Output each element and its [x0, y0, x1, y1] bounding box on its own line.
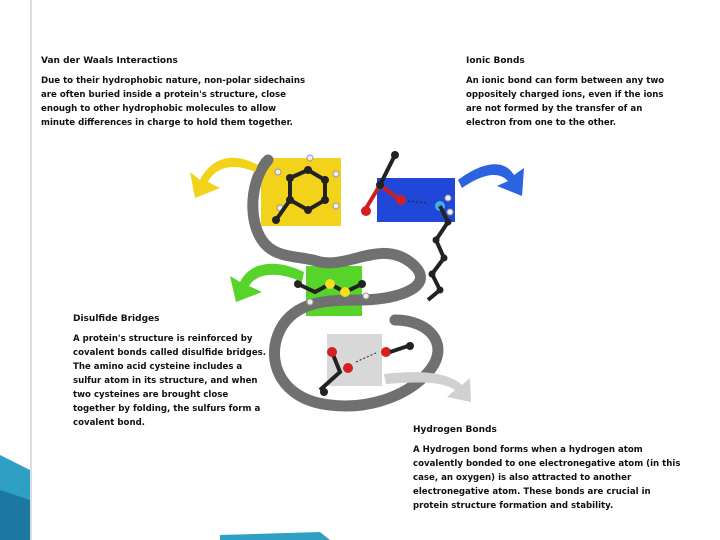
hbond-text-block — [413, 423, 688, 513]
ionic-molecule — [361, 151, 453, 300]
ionic-arrow — [458, 164, 524, 196]
disulfide-heading: Disulfide Bridges — [73, 314, 160, 324]
vdw-box — [261, 158, 341, 226]
ionic-text-block — [466, 54, 681, 130]
vdw-body: Due to their hydrophobic nature, non-polar sidechains are often buried inside a protein's structure, close enough to other hydrophobic molecules to allow minute differences in charge to hold them together. — [41, 76, 306, 128]
vdw-arrow — [190, 158, 258, 198]
disulfide-text-block — [73, 312, 273, 430]
hbond-body: A Hydrogen bond forms when a hydrogen atom covalently bonded to one electronegative atom (in this case, an oxygen) is also attracted to another electronegative atom. These bonds are crucial in protein structure formation and stability. — [413, 445, 681, 511]
disulfide-body: A protein's structure is reinforced by covalent bonds called disulfide bridges. The amino acid cysteine includes a sulfur atom in its structure, and when two cysteines are brought close together by folding, the sulfurs form a covalent bond. — [73, 334, 267, 428]
vdw-text-block — [41, 54, 313, 130]
vdw-heading: Van der Waals Interactions — [41, 56, 178, 66]
slide-divider — [30, 0, 32, 540]
disulfide-arrow — [230, 264, 304, 302]
ionic-heading: Ionic Bonds — [466, 56, 525, 66]
hbond-heading: Hydrogen Bonds — [413, 425, 497, 435]
ionic-body: An ionic bond can form between any two oppositely charged ions, even if the ions are not formed by the transfer of an electron from one to the other. — [466, 76, 665, 128]
bottom-accent — [220, 532, 330, 540]
